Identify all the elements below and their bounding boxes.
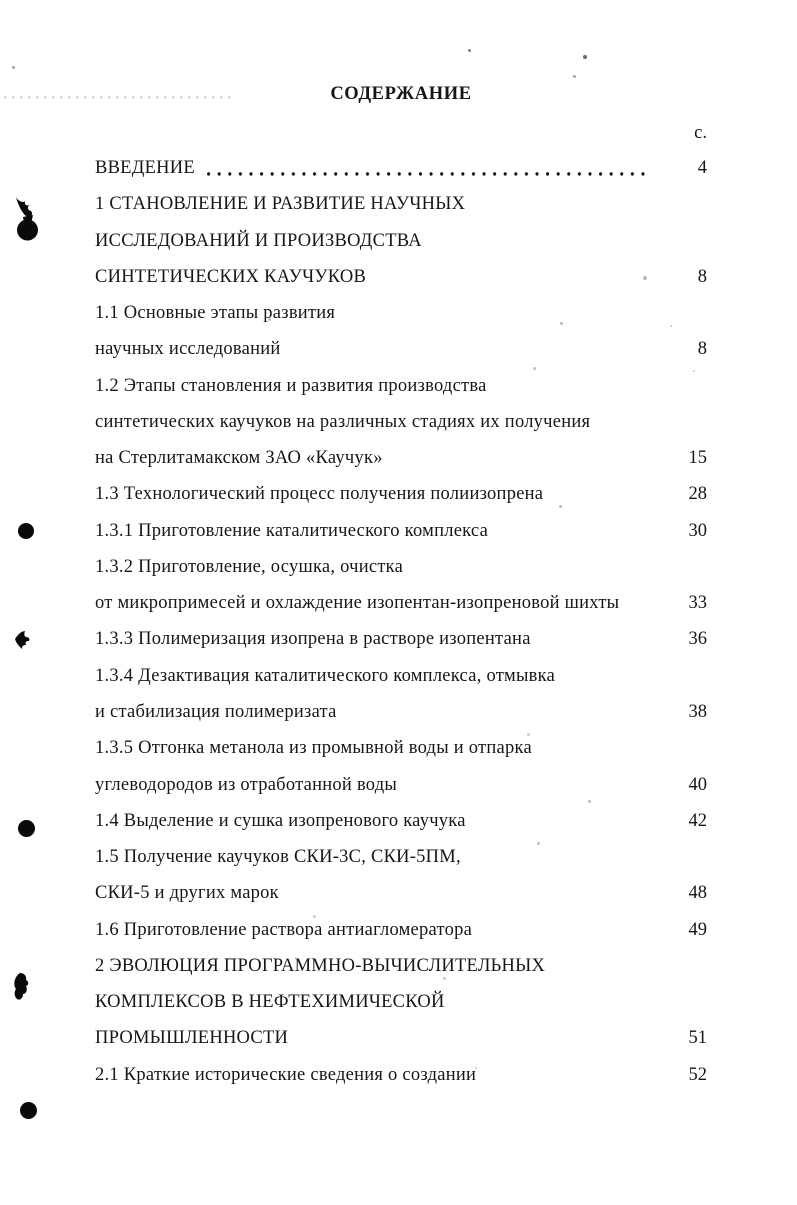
dot-leader [293,331,651,367]
toc-line-page-number: 51 [688,1028,707,1049]
toc-line [95,549,707,585]
toc-line-page-number: 4 [697,158,707,178]
toc-line-text: 1.3.1 Приготовление каталитического комплекса [95,520,489,541]
toc-line [95,1020,707,1056]
dot-leader [488,1057,651,1093]
toc-line-text: ИССЛЕДОВАНИЙ И ПРОИЗВОДСТВА [95,230,422,251]
toc-line [95,621,707,657]
toc-line-page-number [651,549,707,585]
scan-speck [268,318,271,321]
toc-line-page-number: 36 [688,629,707,650]
toc-line-text: 1.6 Приготовление раствора антиагломератора [95,919,473,940]
dot-leader [543,621,651,657]
toc-line [95,368,707,404]
scan-speck [12,66,15,69]
toc-line-text: СКИ-5 и других марок [95,883,279,904]
toc-line-text: от микропримесей и охлаждение изопентан-изопреновой шихты [95,593,620,614]
toc-line-page-number [651,404,707,440]
toc-line-page-number: 38 [688,701,707,722]
dot-leader [434,223,651,259]
toc-line [95,767,707,803]
toc-line-page-number [651,948,707,984]
toc-line-page-number [651,295,707,331]
dot-leader [473,839,651,875]
scan-speck [560,322,563,325]
toc-line-page-number: 52 [688,1064,707,1085]
toc-line [95,186,707,222]
dot-leader [602,404,651,440]
dot-leader [484,912,651,948]
toc-line-text: 1.3 Технологический процесс получения полиизопрена [95,484,544,505]
toc-line-text: на Стерлитамакском ЗАО «Каучук» [95,448,383,469]
dot-leader [500,513,651,549]
dot-leader [347,295,651,331]
scan-speck [475,1067,477,1069]
toc-line [95,440,707,476]
toc-line [95,513,707,549]
scan-speck [527,733,530,736]
toc-line-page-number [651,839,707,875]
toc-line-page-number [651,223,707,259]
toc-line [95,984,707,1020]
toc-line-page-number: 28 [688,484,707,505]
toc-line-text: 1.4 Выделение и сушка изопренового каучука [95,810,466,831]
toc-line-text: и стабилизация полимеризата [95,701,337,722]
toc-line [95,839,707,875]
toc-line-text: научных исследований [95,339,281,360]
scan-speck [588,800,591,803]
toc-line-text: углеводородов из отработанной воды [95,774,398,795]
scan-speck [443,977,446,980]
dot-leader [415,549,651,585]
toc-line [95,1057,707,1093]
scan-speck [670,325,672,327]
toc-line [95,223,707,259]
toc-line [95,476,707,512]
toc-line-page-number [651,186,707,222]
toc-line [95,658,707,694]
scan-speck [559,505,562,508]
toc-line-text: 1.3.2 Приготовление, осушка, очистка [95,556,404,577]
table-of-contents [95,150,707,1093]
dot-leader [477,186,651,222]
toc-line-page-number: 30 [688,520,707,541]
page-number-column-header: с. [694,123,707,143]
dot-leader [555,476,651,512]
toc-line-text: 1.1 Основные этапы развития [95,303,336,324]
toc-line-text: 1.2 Этапы становления и развития производства [95,375,487,396]
dot-leader [457,984,651,1020]
dot-leader [409,767,651,803]
toc-line [95,150,707,186]
dot-leader [544,730,651,766]
dot-leader [349,694,651,730]
scan-speck [468,49,471,52]
dot-leader [378,259,651,295]
toc-line-page-number [651,984,707,1020]
toc-line-text: 1 СТАНОВЛЕНИЕ И РАЗВИТИЕ НАУЧНЫХ [95,194,466,215]
dot-leader [631,585,651,621]
dot-leader [207,150,651,186]
toc-line-page-number: 8 [697,339,707,360]
scan-speck [533,367,536,370]
ink-dot-artifact [18,820,35,837]
ink-splat-artifact [14,630,32,655]
toc-line [95,948,707,984]
dot-leader [567,658,651,694]
toc-line [95,730,707,766]
ink-dot-artifact [18,523,34,539]
dot-leader [478,803,651,839]
toc-line-page-number: 42 [688,810,707,831]
scan-speck [643,276,647,280]
scan-streak [4,96,232,99]
toc-line-text: КОМПЛЕКСОВ В НЕФТЕХИМИЧЕСКОЙ [95,992,445,1013]
toc-line-page-number: 15 [688,448,707,469]
ink-splat-artifact [12,196,40,249]
page-title: СОДЕРЖАНИЕ [330,84,472,104]
dot-leader [291,875,651,911]
toc-line-page-number: 33 [688,593,707,614]
toc-line [95,912,707,948]
toc-line-page-number [651,368,707,404]
toc-line-text: 1.3.5 Отгонка метанола из промывной воды и отпарка [95,738,532,759]
toc-line [95,404,707,440]
dot-leader [499,368,651,404]
toc-line [95,585,707,621]
scan-speck [537,842,540,845]
toc-line-text: 1.3.4 Дезактивация каталитического комплекса, отмывка [95,665,556,686]
scan-speck [573,75,576,78]
toc-line [95,331,707,367]
ink-splat-artifact [13,972,30,1008]
toc-line-text: СИНТЕТИЧЕСКИХ КАУЧУКОВ [95,266,367,287]
scan-speck [583,55,587,59]
dot-leader [557,948,651,984]
toc-line-text: 1.3.3 Полимеризация изопрена в растворе изопентана [95,629,531,650]
toc-line-text: синтетических каучуков на различных стадиях их получения [95,411,591,432]
toc-line-page-number: 49 [688,919,707,940]
toc-line-page-number: 8 [697,266,707,287]
scan-speck [693,370,695,372]
ink-dot-artifact [20,1102,37,1119]
toc-line-text: 1.5 Получение каучуков СКИ-3С, СКИ-5ПМ, [95,847,461,868]
toc-line [95,803,707,839]
toc-line [95,694,707,730]
toc-line-text: ПРОМЫШЛЕННОСТИ [95,1028,289,1049]
dot-leader [395,440,651,476]
toc-line-page-number: 40 [688,774,707,795]
toc-line-text: 2 ЭВОЛЮЦИЯ ПРОГРАММНО-ВЫЧИСЛИТЕЛЬНЫХ [95,955,546,976]
toc-line [95,259,707,295]
dot-leader [300,1020,651,1056]
toc-line-page-number [651,730,707,766]
toc-line [95,875,707,911]
toc-line-text: 2.1 Краткие исторические сведения о создании [95,1064,477,1085]
toc-line-text: ВВЕДЕНИЕ [95,158,195,178]
toc-line [95,295,707,331]
toc-line-page-number [651,658,707,694]
scan-speck [313,915,316,918]
toc-line-page-number: 48 [688,883,707,904]
